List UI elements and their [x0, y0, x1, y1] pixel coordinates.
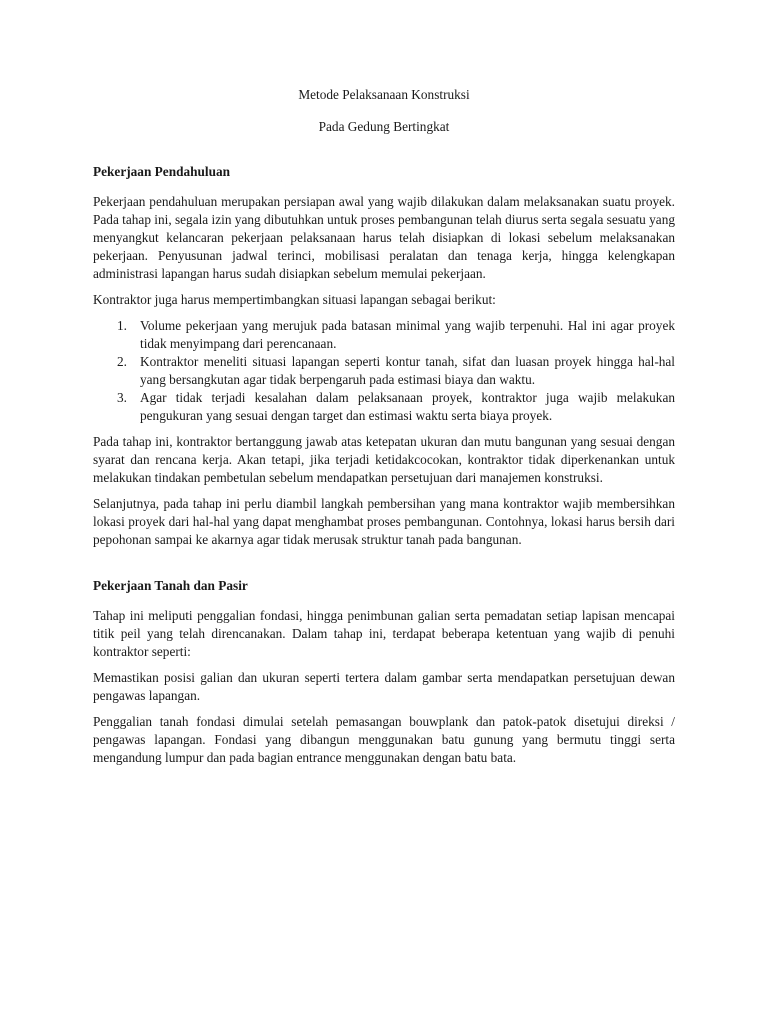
paragraph: Tahap ini meliputi penggalian fondasi, hingga penimbunan galian serta pemadatan setiap lapisan mencapai titik peil yang telah direncanakan. Dalam tahap ini, terdapat beberapa ketentuan yang wajib di penuhi kontraktor seperti: [93, 608, 675, 659]
paragraph: Selanjutnya, pada tahap ini perlu diambil langkah pembersihan yang mana kontraktor wajib membersihkan lokasi proyek dari hal-hal yang dapat menghambat proses pembangunan. Contohnya, lokasi harus bersih dari pepohonan sampai ke akarnya agar tidak merusak struktur tanah pada bangunan. [93, 496, 675, 547]
list-item [117, 389, 675, 425]
paragraph: Pada tahap ini, kontraktor bertanggung jawab atas ketepatan ukuran dan mutu bangunan yang sesuai dengan syarat dan rencana kerja. Akan tetapi, jika terjadi ketidakcocokan, kontraktor tidak diperkenankan untuk melakukan tindakan pembetulan sebelum mendapatkan persetujuan dari manajemen konstruksi. [93, 434, 675, 485]
paragraph: Memastikan posisi galian dan ukuran seperti tertera dalam gambar serta mendapatkan persetujuan dewan pengawas lapangan. [93, 670, 675, 703]
list-item-number: 2. [117, 354, 127, 369]
section-heading: Pekerjaan Tanah dan Pasir [93, 578, 248, 593]
list-item-text: Kontraktor meneliti situasi lapangan seperti kontur tanah, sifat dan luasan proyek hingga hal-hal yang bersangkutan agar tidak berpengaruh pada estimasi biaya dan waktu. [140, 354, 675, 387]
section-pekerjaan-tanah-dan-pasir [93, 577, 675, 767]
document-subtitle: Pada Gedung Bertingkat [318, 119, 450, 134]
list-item [117, 317, 675, 353]
section-heading: Pekerjaan Pendahuluan [93, 164, 231, 179]
section-spacer [93, 557, 675, 577]
document-title: Metode Pelaksanaan Konstruksi [298, 87, 470, 102]
paragraph: Kontraktor juga harus mempertimbangkan situasi lapangan sebagai berikut: [93, 292, 496, 307]
paragraph: Penggalian tanah fondasi dimulai setelah pemasangan bouwplank dan patok-patok disetujui direksi / pengawas lapangan. Fondasi yang dibangun menggunakan batu gunung yang bermutu tinggi serta mengandung lumpur dan pada bagian entrance menggunakan dengan batu bata. [93, 714, 675, 765]
section-pekerjaan-pendahuluan [93, 163, 675, 549]
list-item-number: 3. [117, 390, 127, 405]
numbered-list [93, 317, 675, 425]
document-page [93, 86, 675, 775]
list-item [117, 353, 675, 389]
list-item-text: Agar tidak terjadi kesalahan dalam pelaksanaan proyek, kontraktor juga wajib melakukan pengukuran yang sesuai dengan target dan estimasi waktu serta biaya proyek. [140, 390, 675, 423]
list-item-text: Volume pekerjaan yang merujuk pada batasan minimal yang wajib terpenuhi. Hal ini agar proyek tidak menyimpang dari perencanaan. [140, 318, 675, 351]
list-item-number: 1. [117, 318, 127, 333]
paragraph: Pekerjaan pendahuluan merupakan persiapan awal yang wajib dilakukan dalam melaksanakan suatu proyek. Pada tahap ini, segala izin yang dibutuhkan untuk proses pembangunan telah diurus serta segala sesuatu yang menyangkut kelancaran pekerjaan pelaksanaan harus telah disiapkan di lokasi sebelum melaksanakan pekerjaan. Penyusunan jadwal terinci, mobilisasi peralatan dan tenaga kerja, hingga kelengkapan administrasi lapangan harus sudah disiapkan sebelum memulai pekerjaan. [93, 194, 675, 281]
